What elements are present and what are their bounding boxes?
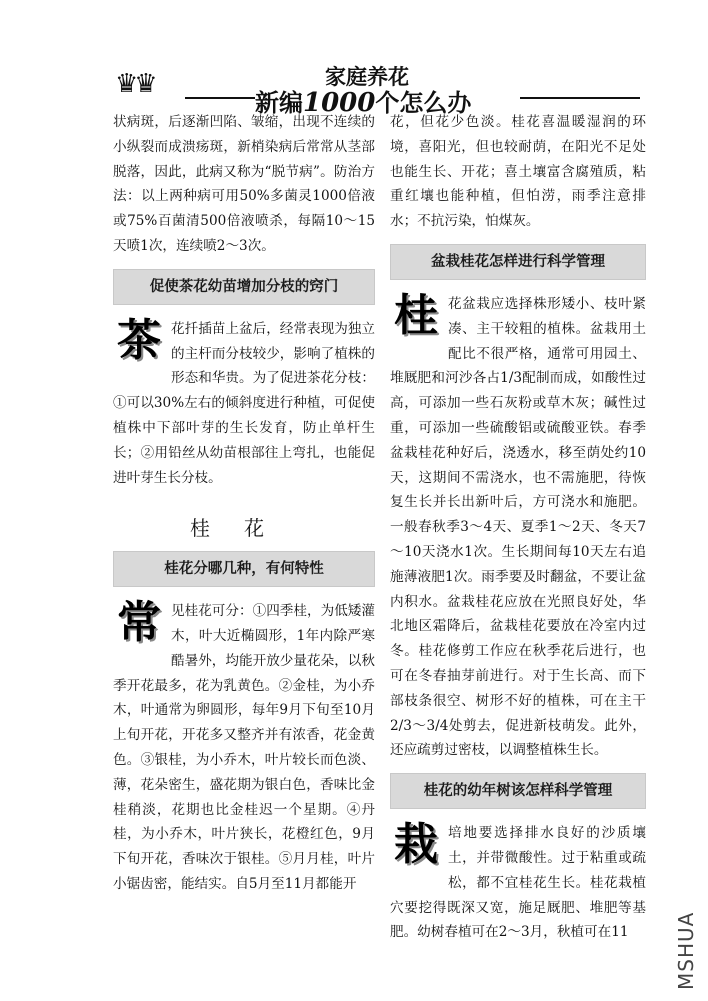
header-title-number: 1000	[303, 88, 376, 118]
left-paragraph-3: 见桂花可分：①四季桂，为低矮灌木，叶大近椭圆形，1年内除严寒酷暑外，均能开放少量花朵，以秋季开花最多，花为乳黄色。②金桂，为小乔木，叶通常为卵圆形，每年9月下旬至10月上旬开花，开花多又整齐并有浓香，花金黄色。③银桂，为小乔木，叶片较长而色淡、薄，花朵密生，盛花期为银白色，香味比金桂稍淡，花期也比金桂迟一个星期。④丹桂，为小乔木，叶片狭长，花橙红色，9月下旬开花，香味次于银桂。⑤月月桂，叶片小锯齿密，能结实。自5月至11月都能开	[113, 603, 375, 892]
section-heading: 桂花	[190, 516, 298, 541]
right-column	[390, 110, 646, 945]
flower-logo-icon: ♛♛	[115, 69, 154, 99]
left-paragraph-2: 花扦插苗上盆后，经常表现为独立的主杆而分枝较少，影响了植株的形态和华贵。为了促进茶花分枝：①可以30%左右的倾斜度进行种植，可促使植株中下部叶芽的生长发育，防止单杆生长；②用铅丝从幼苗根部往上弯扎，也能促进叶芽生长分枝。	[113, 320, 375, 486]
right-paragraph-3: 培地要选择排水良好的沙质壤土，并带微酸性。过于粘重或疏松，都不宜桂花生长。桂花栽植穴要挖得既深又宽，施足厩肥、堆肥等基肥。幼树春植可在2～3月，秋植可在11	[390, 825, 646, 941]
left-column	[113, 110, 375, 897]
right-banner-2: 桂花的幼年树该怎样科学管理	[390, 773, 646, 809]
left-banner-2: 桂花分哪几种，有何特性	[113, 551, 375, 587]
drop-cap-3: 桂	[394, 289, 438, 341]
right-paragraph-1: 花，但花少色淡。桂花喜温暖湿润的环境，喜阳光，但也较耐荫，在阳光不足处也能生长、开花；喜土壤富含腐殖质，粘重红壤也能种植，但怕涝，雨季注意排水；不抗污染，怕煤灰。	[390, 114, 646, 230]
page-header	[95, 55, 640, 118]
watermark-text: MSHUA	[674, 911, 698, 990]
header-title-suffix: 个怎么办	[375, 88, 472, 117]
right-banner-1: 盆栽桂花怎样进行科学管理	[390, 244, 646, 280]
drop-cap-1: 茶	[117, 314, 161, 366]
header-title-top: 家庭养花	[325, 64, 409, 89]
header-rule-right	[520, 97, 640, 99]
left-paragraph-1: 状病斑，后逐渐凹陷、皱缩，出现不连续的小纵裂而成溃疡斑，新梢染病后常常从茎部脱落，因此，此病又称为“脱节病”。防治方法：以上两种病可用50%多菌灵1000倍液或75%百菌清500倍液喷杀，每隔10～15天喷1次，连续喷2～3次。	[113, 114, 375, 254]
watermark	[670, 880, 698, 990]
drop-cap-4: 栽	[394, 819, 438, 871]
left-banner-1: 促使茶花幼苗增加分枝的窍门	[113, 269, 375, 305]
right-paragraph-2: 花盆栽应选择株形矮小、枝叶紧凑、主干较粗的植株。盆栽用土配比不很严格，通常可用园土、堆厩肥和河沙各占1/3配制而成，如酸性过高，可添加一些石灰粉或草木灰；碱性过重，可添加一些硫酸铝或硫酸亚铁。春季盆栽桂花种好后，浇透水，移至荫处约10天，这期间不需浇水，也不需施肥，待恢复生长并长出新叶后，方可浇水和施肥。一般春秋季3～4天、夏季1～2天、冬天7～10天浇水1次。生长期间每10天左右追施薄液肥1次。雨季要及时翻盆，不要让盆内积水。盆栽桂花应放在光照良好处，华北地区霜降后，盆栽桂花要放在冷室内过冬。桂花修剪工作应在秋季花后进行，也可在冬春抽芽前进行。对于生长高、而下部枝条很空、树形不好的植株，可在主干2/3～3/4处剪去，促进新枝萌发。此外，还应疏剪过密枝，以调整植株生长。	[390, 295, 646, 759]
drop-cap-2: 常	[117, 597, 161, 649]
header-rule-left	[185, 97, 255, 99]
header-title-prefix: 新编	[255, 88, 303, 117]
